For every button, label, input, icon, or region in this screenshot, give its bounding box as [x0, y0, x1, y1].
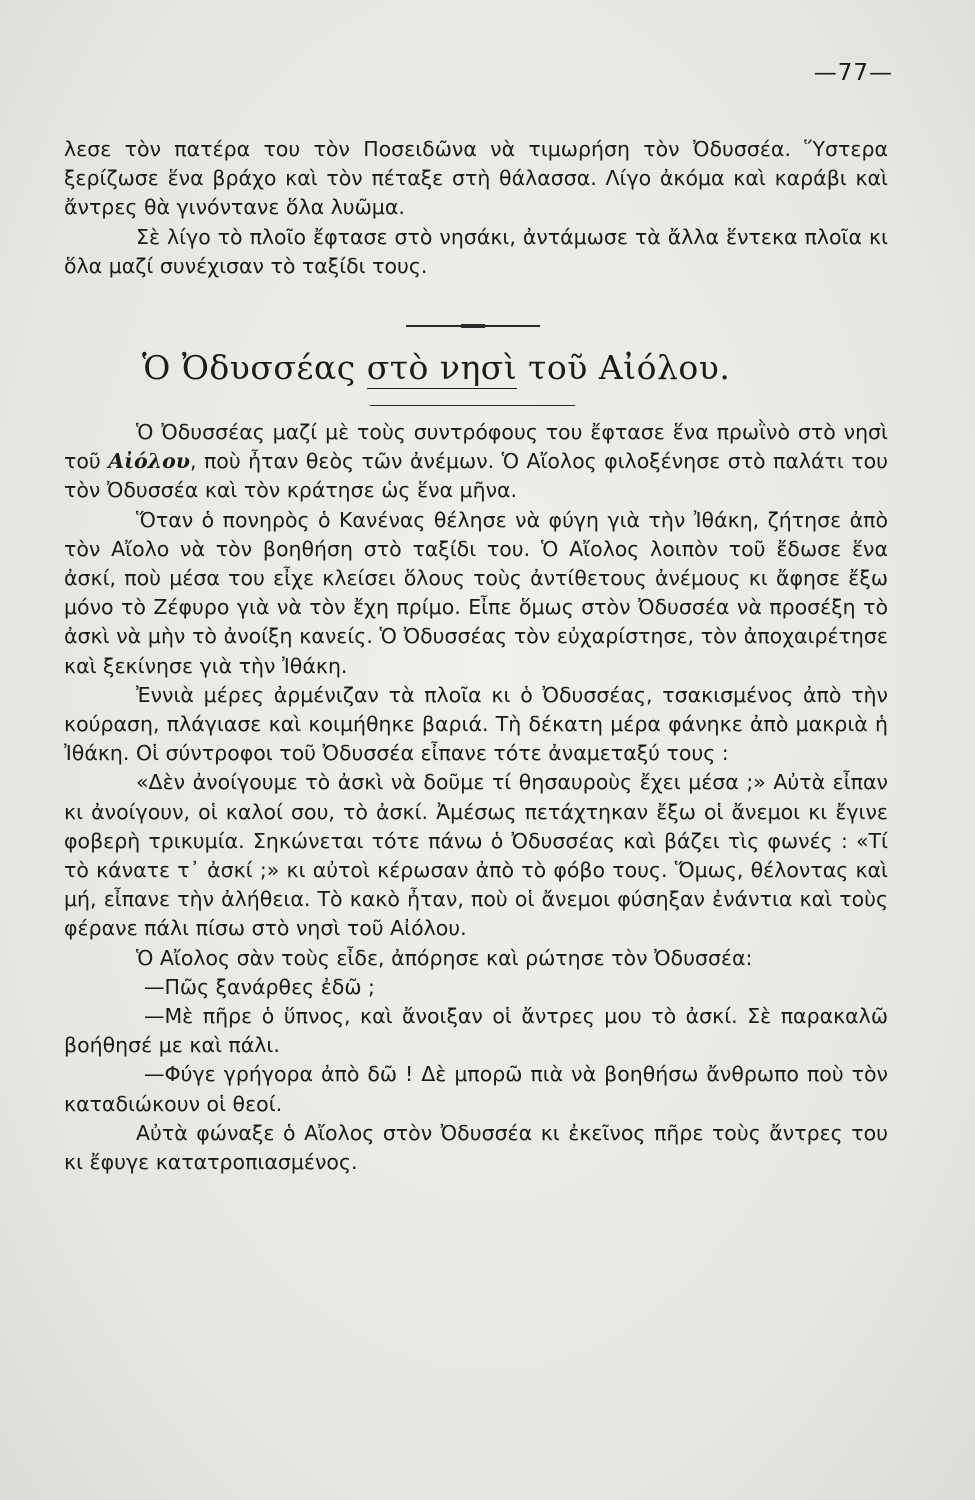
- chapter-body: [64, 418, 888, 1177]
- paragraph: Αὐτὰ φώναξε ὁ Αἴολος στὸν Ὀδυσσέα κι ἐκεῖνος πῆρε τοὺς ἄντρες του κι ἔφυγε κατατροπιασμένος.: [64, 1120, 888, 1175]
- section-divider: [406, 325, 540, 327]
- dialogue-line: —Μὲ πῆρε ὁ ὕπνος, καὶ ἄνοιξαν οἱ ἄντρες μου τὸ ἀσκί. Σὲ παρακαλῶ βοήθησέ με καὶ πάλι.: [64, 1004, 888, 1058]
- divider-ornament: [461, 324, 485, 328]
- paragraph: Ἐννιὰ μέρες ἀρμένιζαν τὰ πλοῖα κι ὁ Ὀδυσσέας, τσακισμένος ἀπὸ τὴν κούραση, πλάγιασε καὶ κοιμήθηκε βαριά. Τὴ δέκατη μέρα φάνηκε ἀπὸ μακριὰ ἡ Ἰθάκη. Οἱ σύντροφοι τοῦ Ὀδυσσέα εἶπανε τότε ἀναμεταξύ τους :: [64, 682, 888, 766]
- paragraph-start: Ὁ Ὀδυσσέας μαζί μὲ τοὺς συντρόφους του ἔφτασε ἕνα πρωῒνὸ στὸ νησὶ τοῦ: [64, 420, 888, 474]
- chapter-heading: [142, 348, 730, 387]
- paragraph: Ὅταν ὁ πονηρὸς ὁ Κανένας θέλησε νὰ φύγη γιὰ τὴν Ἰθάκη, ζήτησε ἀπὸ τὸν Αἴολο νὰ τὸν βοηθήση στὸ ταξίδι του. Ὁ Αἴολος λοιπὸν τοῦ ἔδωσε ἕνα ἀσκί, ποὺ μέσα του εἶχε κλείσει ὅλους τοὺς ἀντίθετους ἀνέμους κι ἄφησε ἔξω μόνο τὸ Ζέφυρο γιὰ νὰ τὸν ἔχη πρίμο. Εἶπε ὅμως στὸν Ὀδυσσέα νὰ προσέξη τὸ ἀσκὶ νὰ μὴν τὸ ἀνοίξη κανείς. Ὁ Ὀδυσσέας τὸν εὐχαρίστησε, τὸν ἀποχαιρέτησε καὶ ξεκίνησε γιὰ τὴν Ἰθάκη.: [64, 507, 888, 678]
- dialogue-line: —Φύγε γρήγορα ἀπὸ δῶ ! Δὲ μπορῶ πιὰ νὰ βοηθήσω ἄνθρωπο ποὺ τὸν καταδιώκουν οἱ θεοί.: [64, 1062, 888, 1116]
- paragraph: λεσε τὸν πατέρα του τὸν Ποσειδῶνα νὰ τιμωρήση τὸν Ὀδυσσέα. Ὕστερα ξερίζωσε ἕνα βράχο καὶ τὸν πέταξε στὴ θάλασσα. Λίγο ἀκόμα καὶ καράβι καὶ ἄντρες θὰ γινόντανε ὅλα λυῶμα.: [64, 137, 888, 220]
- heading-prefix: Ὁ Ὀδυσσέας: [142, 348, 367, 387]
- dialogue-line: —Πῶς ξανάρθες ἐδῶ ;: [144, 974, 375, 999]
- paragraph: Σὲ λίγο τὸ πλοῖο ἔφτασε στὸ νησάκι, ἀντάμωσε τὰ ἄλλα ἕντεκα πλοῖα κι ὅλα μαζί συνέχισαν τὸ ταξίδι τους.: [64, 224, 888, 278]
- name-aiolos: Αἰόλου: [108, 449, 190, 474]
- page-number: —77—: [813, 60, 893, 86]
- heading-suffix: τοῦ Αἰόλου.: [517, 348, 731, 387]
- paragraph: Ὁ Αἴολος σὰν τοὺς εἶδε, ἀπόρησε καὶ ρώτησε τὸν Ὀδυσσέα:: [136, 945, 753, 970]
- heading-rule: [370, 405, 575, 406]
- heading-middle: στὸ νησὶ: [366, 348, 518, 387]
- paragraph: [64, 418, 888, 506]
- paragraph-end: , ποὺ ἦταν θεὸς τῶν ἀνέμων. Ὁ Αἴολος φιλοξένησε στὸ παλάτι του τὸν Ὀδυσσέα καὶ τὸν κράτησε ὡς ἕνα μῆνα.: [64, 449, 889, 503]
- quote-paragraph: «Δὲν ἀνοίγουμε τὸ ἀσκὶ νὰ δοῦμε τί θησαυροὺς ἔχει μέσα ;» Αὐτὰ εἶπαν κι ἀνοίγουν, οἱ καλοί σου, τὸ ἀσκί. Ἀμέσως πετάχτηκαν ἔξω οἱ ἄνεμοι κι ἔγινε φοβερὴ τρικυμία. Σηκώνεται τότε πάνω ὁ Ὀδυσσέας καὶ βάζει τὶς φωνές : «Τί τὸ κάνατε τ᾿ ἀσκί ;» κι αὐτοὶ κέρωσαν ἀπὸ τὸ φόβο τους. Ὅμως, θέλοντας καὶ μή, εἶπανε τὴν ἀλήθεια. Τὸ κακὸ ἦταν, ποὺ οἱ ἄνεμοι φύσηξαν ἐνάντια καὶ τοὺς φέρανε πάλι πίσω στὸ νησὶ τοῦ Αἰόλου.: [64, 770, 888, 941]
- intro-text: [64, 135, 888, 281]
